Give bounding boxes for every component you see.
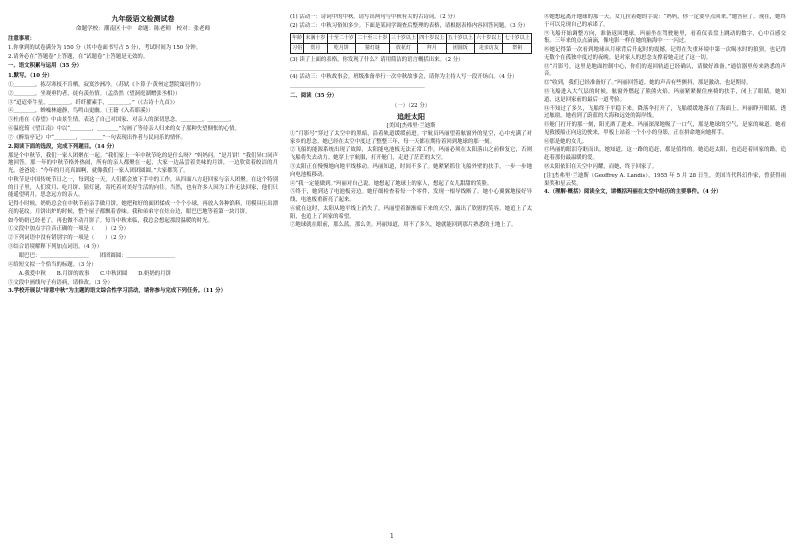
article-para-17: ⑰玛丽的眼泪夺眶而出。她知道，这一路的追赶，都是值得的。她追赶太阳，也追赶着回家的路，追赶着那份最温暖的爱。 [544, 147, 786, 162]
table-cell: 放花灯 [389, 43, 417, 53]
column-middle [290, 14, 532, 534]
notes-title: 注意事项： [8, 35, 35, 42]
q2-passage-3: 记得小时候，奶奶总会在中秋节前亲手做月饼。她把和好的面团揉成一个个小球，再放入各种馅料，用模具压出漂亮的花纹。月饼出炉的时候，整个屋子都飘着香味。我和弟弟守在灶台边，眼巴巴地等着第一块月饼。 [8, 201, 278, 215]
q2-item-6: A.我爱中秋 B.月饼的故事 C.中秋团圆 D.奶奶的月饼 [8, 270, 171, 277]
table-row [291, 33, 532, 43]
article-para-10: ⑩她记得第一次看到地球从月球背后升起时的震撼，记得在失重环境中第一次喝水时的狼狈，也记得无数个在孤独中度过的夜晚。是对家人的思念支撑着她走过了这一切。 [544, 47, 786, 61]
q3-more-2: ＿＿＿＿＿＿＿＿＿＿＿＿＿＿＿＿＿＿＿＿＿＿＿＿＿ [290, 65, 425, 72]
table-cell: 猜灯谜 [356, 43, 390, 53]
table-cell: 拜月 [418, 43, 446, 53]
part-1-label: （一）（22 分） [391, 102, 431, 109]
table-cell: 十至二十岁 [327, 33, 355, 43]
exam-title: 九年级语文检测试卷 [111, 14, 175, 23]
table-cell: 祭祖 [503, 43, 532, 53]
q3-more-4: ＿＿＿＿＿＿＿＿＿＿＿＿＿＿＿＿＿＿＿＿＿＿＿＿＿ [290, 83, 425, 90]
q2-passage-1: 那是个中秋节，我们一家人团聚在一起。“我们家上一年中秋节吃的是什么呀？”妈妈问。“是月饼！”我们异口同声地回答。那一年的中秋节格外热闹，所有的亲人都聚在一起，大家一边品尝着美味的月饼，一边欣赏着皎洁的月光。爸爸说：“今年的月亮真圆啊，就像我们一家人团团圆圆。”大家都笑了。 [8, 152, 278, 175]
q1-title: 1.默写。（10 分） [8, 72, 53, 79]
article-para-13: ⑬飞船进入大气层的时候，舷窗外燃起了熊熊火焰。玛丽紧紧握住座椅的扶手，闭上了眼睛。她知道，这是回家前的最后一道考验。 [544, 88, 786, 103]
q2-item-1: ①文段中加点字注音正确的一项是（ ）（2 分） [8, 226, 130, 233]
table-cell: 六十岁以上 [475, 33, 503, 43]
page-number: 1 [390, 533, 394, 541]
article-para-11: ⑪“月影号，这里是地面控制中心，你们的返回轨道已经确认，请做好准备。”通信器里传来熟悉的声音。 [544, 63, 786, 78]
table-cell: 未满十岁 [304, 33, 327, 43]
table-cell: 吃月饼 [327, 43, 355, 53]
table-cell: 走亲访友 [475, 43, 503, 53]
article-para-5: ⑤终于，她到达了电池板旁边。她仔细检查着每一个零件，发现一根导线断了。她小心翼翼地接好导线，电池板重新亮了起来。 [290, 189, 532, 204]
table-cell: 习俗 [291, 43, 304, 53]
q1-item-3: ③“迢迢牵牛星，＿＿＿＿。纤纤擢素手，＿＿＿＿。”（《古诗十九首》） [8, 99, 178, 106]
q3-more-3: (4) 活动三：中秋故事会。班级准备举行一次中秋故事会，请你为主持人写一段开场白。（4 分） [290, 74, 518, 81]
question-4: 4.（理解·概括）阅读全文，请概括玛丽在太空中经历的主要事件。（4 分） [544, 189, 722, 196]
table-cell: 四十岁以上 [418, 33, 446, 43]
q3-more-1: (3) 读了上面的表格，你发现了什么？请用简洁的语言概括出来。（2 分） [290, 56, 464, 63]
q2-item-3: ③结合语境解释下列加点词语。（4 分） [8, 244, 103, 251]
q2-passage-2: 中秋节是中国传统节日之一，每到这一天，人们都会放下手中的工作，从四面八方赶回家与亲人团聚。在这个特别的日子里，人们赏月、吃月饼、猜灯谜，寄托着对美好生活的向往。当然，也有许多人因为工作无法回家，他们只能遥望明月，思念远方的亲人。 [8, 176, 278, 199]
q2-title: 2.阅读下面的选段，完成下列题目。（14 分） [8, 143, 118, 150]
note-2: 2.请务必在“答题卷”上答题，在“试题卷”上答题是无效的。 [8, 53, 149, 60]
article-para-6: ⑥就在这时，太阳从地平线上消失了。玛丽望着渐渐暗下来的天空，露出了欣慰的笑容。她追上了太阳，也追上了回家的希望。 [290, 205, 532, 220]
article-author: [美国]杰弗里·兰迪斯 [386, 123, 436, 130]
table-row [291, 43, 532, 53]
section-2-title: 二、阅读（35 分） [290, 92, 338, 99]
article-title: 追赶太阳 [397, 112, 425, 122]
article-para-18: ⑱太阳依旧在天空中闪耀，而她，终于回家了。 [544, 163, 658, 170]
q3-item-1: (1) 活动一：诗词中的中秋。请写出两句与中秋有关的古诗词。（2 分） [290, 14, 459, 20]
article-para-1: ①“月影号”穿过了太空中的黑暗，沿着轨道缓缓前进。宇航员玛丽望着舷窗外的星空，心中充满了对家乡的思念。她已经在太空中度过了整整三年，每一天都在期待着回到地球的那一刻。 [290, 130, 532, 145]
q2-item-5: ④给短文拟一个恰当的标题。（3 分） [8, 261, 97, 268]
q1-item-2: ②＿＿＿＿，坐观垂钓者，徒有羡鱼情。（孟浩然《望洞庭湖赠张丞相》） [8, 90, 181, 97]
article-para-4: ④“我一定能做到。”玛丽对自己说。她想起了地球上的家人，想起了女儿甜甜的笑脸。 [290, 180, 493, 187]
q1-item-4: ④＿＿＿＿，蝉噪林逾静，鸟鸣山更幽。（王籍《入若耶溪》） [8, 108, 154, 115]
q2-item-7: ⑤文段中画线句子有语病，请修改。（3 分） [8, 279, 113, 286]
article-para-2: ②飞船的能源系统出现了故障，太阳能电池板无法正常工作。玛丽必须在太阳落山之前修复它，否则飞船将失去动力。她穿上宇航服，打开舱门，走进了茫茫的太空。 [290, 147, 532, 162]
table-cell: 年龄 [291, 33, 304, 43]
q1-item-5: ⑤杜甫在《春望》中由景生情，表达了自己对国家、对亲人的深切思念，＿＿＿＿，＿＿＿＿。 [8, 117, 235, 124]
table-cell: 三十岁以上 [389, 33, 417, 43]
article-para-12: ⑫“收到，我们已经准备好了。”玛丽回答道。她的声音有些颤抖，那是激动，也是期待。 [544, 80, 752, 87]
article-para-14: ⑭不知过了多久，飞船终于平稳下来。降落伞打开了，飞船缓缓地落在了海面上。玛丽睁开眼睛，透过舷窗，她看到了蔚蓝的大海和远处的海岸线。 [544, 105, 786, 120]
exam-meta: 命题学校：潮南区十中 命题：陈老师 校对：张老师 [75, 25, 211, 32]
column-left [8, 14, 278, 534]
survey-table [290, 33, 532, 54]
q3-title: 3.学校开展以“诗意中秋”为主题的语文综合性学习活动，请你参与完成下列任务。（11 分） [8, 288, 226, 295]
article-para-3: ③太阳正在慢慢地向地平线移动。玛丽知道，时间不多了。她紧紧抓住飞船外壁的扶手，一步一步地向电池板移动。 [290, 163, 532, 178]
table-cell: 二十至三十岁 [356, 33, 390, 43]
q1-item-6: ⑥温庭筠《望江南》中以“＿＿＿＿，＿＿＿＿”勾画了等待亲人归来的女子那种失望惆怅的心情。 [8, 126, 240, 133]
article-para-7: ⑦地球就在眼前，那么蓝，那么美。玛丽知道，用不了多久，她就能回到那片熟悉的土地上了。 [290, 222, 517, 229]
table-cell: 五十岁以上 [446, 33, 474, 43]
q3-item-2: (2) 活动二：中秋习俗知多少。下面是某同学调查后整理的表格，请根据表格内容回答问题。（3 分） [290, 22, 529, 29]
table-cell: 七十岁以上 [503, 33, 532, 43]
section-1-title: 一、语文积累与运用（35 分） [8, 63, 83, 70]
note-1: 1.你拿到的试卷满分为 150 分（其中卷面书写占 5 分），考试时间为 150 分钟。 [8, 44, 202, 51]
q2-item-4: 眼巴巴：＿＿＿＿＿＿＿＿＿ 团团圆圆：＿＿＿＿＿＿＿＿＿ [8, 253, 176, 260]
article-para-9: ⑨飞船开始调整方向，准备返回地球。玛丽坐在驾驶舱里，看着仪表盘上跳动的数字，心中百感交集。三年来的点点滴滴，像电影一样在她的脑海中一一闪过。 [544, 30, 786, 45]
table-cell: 赏月 [304, 43, 327, 53]
article-para-8: ⑧她想起离开地球的那一天，女儿拉着她的手说：“妈妈，你一定要早点回来。”她答应了。现在，她终于可以兑现自己的承诺了。 [544, 14, 786, 28]
column-right [544, 14, 786, 534]
author-note: [注]杰弗里·兰迪斯（Geoffrey A. Landis），1955 年 5 月 28 日生，美国当代科幻作家，曾获得雨果奖和星云奖。 [544, 172, 786, 187]
table-cell: 团圆饭 [446, 43, 474, 53]
q2-item-2: ②下列词语中没有错别字的一项是（ ）（2 分） [8, 235, 130, 242]
article-para-15: ⑮舱门打开的那一刻，阳光洒了进来。玛丽深深地吸了一口气，那是地球的空气，是家的味道。她看见救援船正向这边驶来，甲板上站着一个小小的身影，正在拼命地向她挥手。 [544, 122, 786, 136]
q1-item-1: ①＿＿＿＿，拣尽寒枝不肯栖，寂寞沙洲冷。（苏轼《卜算子·黄州定慧院寓居作》） [8, 81, 204, 88]
q2-passage-4: 如今奶奶已经老了，再也做不动月饼了。每当中秋来临，我总会想起那段温暖的时光。 [8, 217, 213, 224]
article-para-16: ⑯那是她的女儿。 [544, 138, 588, 145]
q1-item-7: ⑦《醉翁亭记》中“＿＿＿＿，＿＿＿＿”一句表现出作者与民同乐的情怀。 [8, 134, 187, 141]
